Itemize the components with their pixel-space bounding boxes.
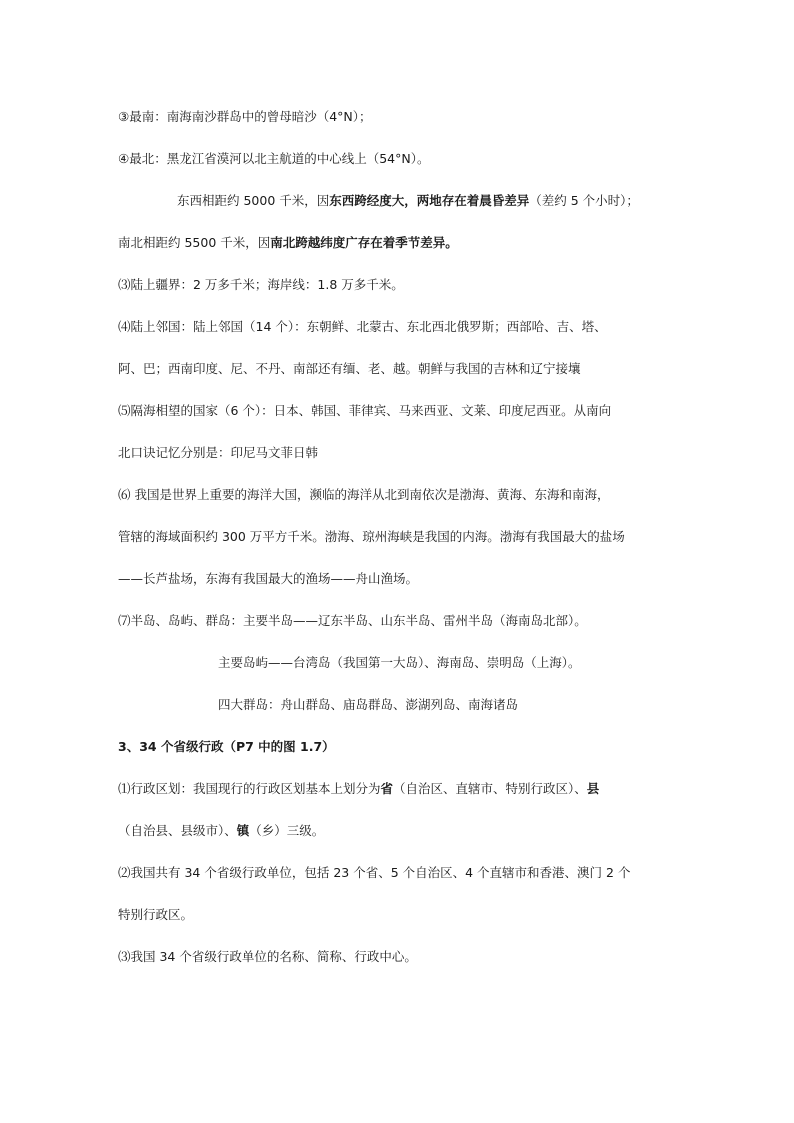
text-line-ocean-2: [118, 528, 625, 546]
text-line-archipelagos: [218, 696, 518, 714]
text-islands: 主要岛屿——台湾岛（我国第一大岛）、海南岛、崇明岛（上海）。: [218, 655, 581, 670]
text-north-south-bold: 南北跨越纬度广存在着季节差异。: [270, 235, 458, 250]
text-line-sea-neighbors-1: [118, 402, 611, 420]
text-archipelagos: 四大群岛：舟山群岛、庙岛群岛、澎湖列岛、南海诸岛: [218, 697, 519, 712]
text-line-ocean-1: [118, 486, 609, 504]
text-north-south-a: 南北相距约 5500 千米，因: [118, 235, 271, 250]
text-ocean-1: ⑹ 我国是世界上重要的海洋大国，濒临的海洋从北到南依次是渤海、黄海、东海和南海，: [118, 487, 610, 502]
text-peninsulas: ⑺半岛、岛屿、群岛：主要半岛——辽东半岛、山东半岛、雷州半岛（海南岛北部）。: [118, 613, 587, 628]
text-line-borders: [118, 276, 404, 294]
text-sea-neighbors-2: 北口诀记忆分别是：印尼马文菲日韩: [118, 445, 319, 460]
text-ocean-2: 管辖的海域面积约 300 万平方千米。渤海、琼州海峡是我国的内海。渤海有我国最大的盐场: [118, 529, 625, 544]
text-admin-county: 县: [586, 781, 600, 796]
text-borders: ⑶陆上疆界：2 万多千米；海岸线：1.8 万多千米。: [118, 277, 404, 292]
text-province-names: ⑶我国 34 个省级行政单位的名称、简称、行政中心。: [118, 949, 417, 964]
text-line-province-count-1: [118, 864, 630, 882]
text-line-east-west-distance: [177, 192, 639, 210]
text-line-province-count-2: [118, 906, 193, 924]
text-line-ocean-3: [118, 570, 418, 588]
text-line-province-names: [118, 948, 417, 966]
text-line-peninsulas: [118, 612, 587, 630]
text-admin-town: 镇: [236, 823, 250, 838]
text-section-heading: 3、34 个省级行政（P7 中的图 1.7）: [118, 739, 335, 754]
text-line-north-south-distance: [118, 234, 458, 252]
text-line-southernmost: [118, 108, 372, 126]
text-land-neighbors-1: ⑷陆上邻国：陆上邻国（14 个）：东朝鲜、北蒙古、东北西北俄罗斯；西部哈、吉、塔、: [118, 319, 607, 334]
text-admin-a: ⑴行政区划：我国现行的行政区划基本上划分为: [118, 781, 381, 796]
text-ocean-3: ——长芦盐场，东海有我国最大的渔场——舟山渔场。: [118, 571, 419, 586]
text-admin-c: （自治区、直辖市、特别行政区）、: [393, 781, 587, 796]
text-admin-province: 省: [380, 781, 394, 796]
text-line-northernmost: [118, 150, 429, 168]
text-land-neighbors-2: 阿、巴；西南印度、尼、不丹、南部还有缅、老、越。朝鲜与我国的吉林和辽宁接壤: [118, 361, 581, 376]
text-province-count-2: 特别行政区。: [118, 907, 194, 922]
text-east-west-a: 东西相距约 5000 千米，因: [177, 193, 330, 208]
text-admin-2a: （自治县、县级市）、: [118, 823, 237, 838]
text-line-land-neighbors-2: [118, 360, 581, 378]
text-line-islands: [218, 654, 581, 672]
text-line-admin-division-2: [118, 822, 324, 840]
text-line-admin-division-1: [118, 780, 599, 798]
text-east-west-bold: 东西跨经度大，两地存在着晨昏差异: [329, 193, 530, 208]
text-admin-2c: （乡）三级。: [249, 823, 325, 838]
text-province-count-1: ⑵我国共有 34 个省级行政单位，包括 23 个省、5 个自治区、4 个直辖市和香港、澳门 2 个: [118, 865, 631, 880]
text-sea-neighbors-1: ⑸隔海相望的国家（6 个）：日本、韩国、菲律宾、马来西亚、文莱、印度尼西亚。从南向: [118, 403, 612, 418]
text-northernmost: ④最北：黑龙江省漠河以北主航道的中心线上（54°N）。: [118, 151, 430, 166]
text-line-land-neighbors-1: [118, 318, 607, 336]
text-southernmost: ③最南：南海南沙群岛中的曾母暗沙（4°N）；: [118, 109, 372, 124]
text-line-sea-neighbors-2: [118, 444, 318, 462]
section-heading-provinces: [118, 738, 335, 756]
text-east-west-c: （差约 5 个小时）；: [529, 193, 639, 208]
